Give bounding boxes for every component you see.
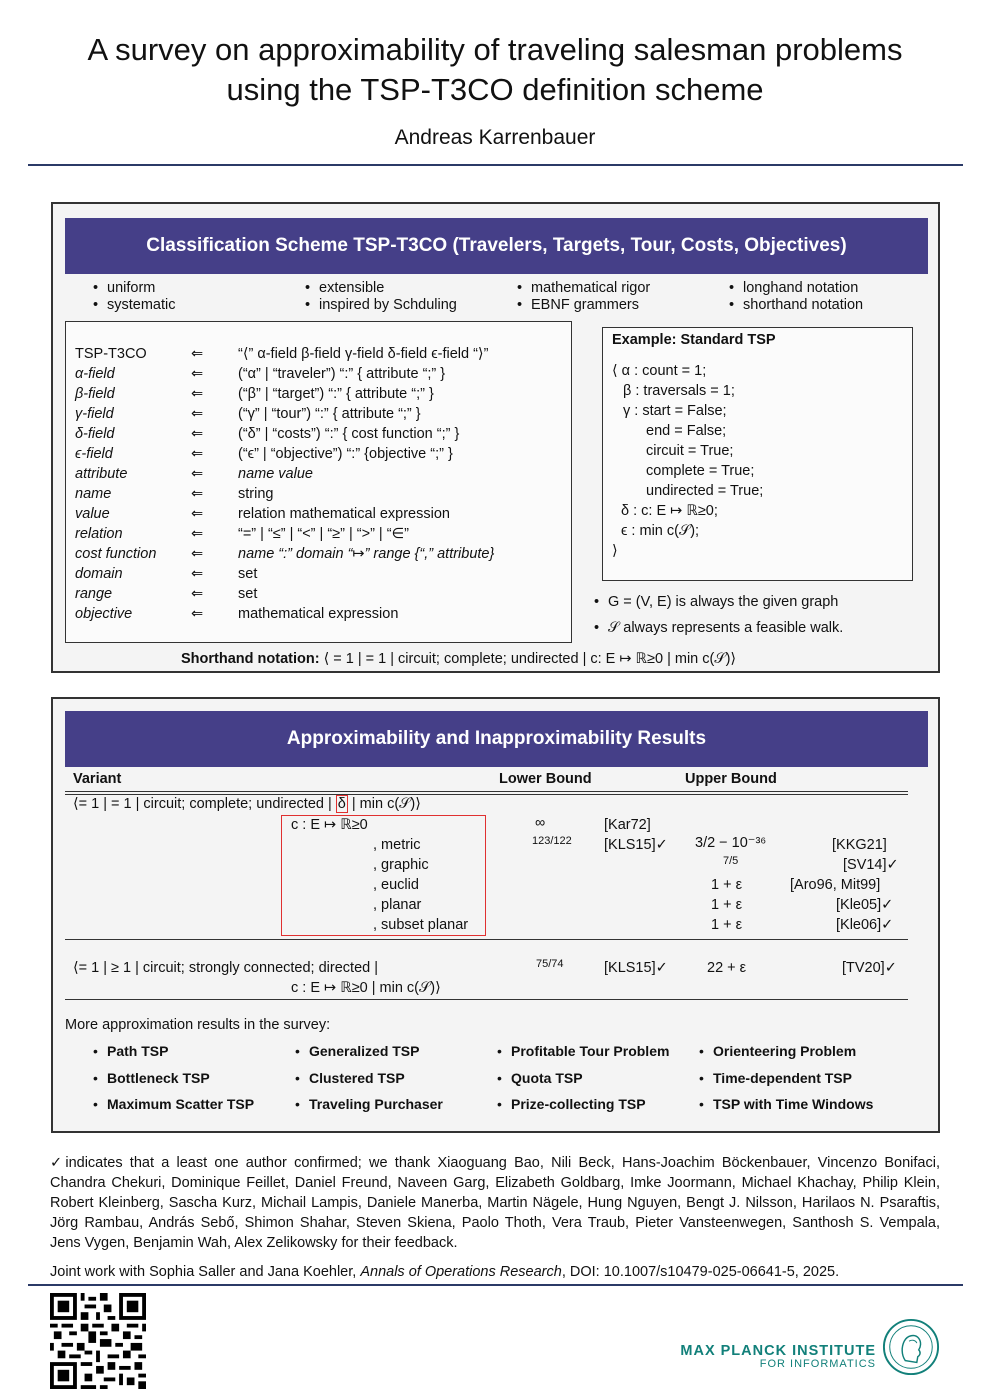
column-header-upper-bound: Upper Bound (685, 771, 777, 787)
feature-item: • extensible (305, 280, 457, 297)
grammar-lhs: name (75, 486, 112, 502)
grammar-rhs: relation mathematical expression (238, 506, 450, 522)
more-result-item: • Orienteering Problem (699, 1043, 856, 1059)
table-rule (65, 939, 908, 940)
variant-row-2-cost: c : E ↦ ℝ≥0 | min c(𝒮)⟩ (291, 980, 441, 996)
more-result-item: • Time-dependent TSP (699, 1070, 852, 1086)
grammar-lhs: domain (75, 566, 123, 582)
grammar-rhs: set (238, 566, 258, 582)
grammar-rhs: name value (238, 466, 313, 482)
derives-arrow: ⇐ (191, 386, 204, 402)
variant-row-1 (73, 796, 421, 812)
example-line: undirected = True; (646, 483, 764, 499)
upper-bound-value: 1 + ε (711, 877, 743, 893)
qr-code-icon[interactable] (50, 1293, 146, 1389)
grammar-lhs: value (75, 506, 110, 522)
grammar-rhs: (“γ” | “tour”) “:” { attribute “;” } (238, 406, 421, 422)
upper-bound-ref: [Kle05]✓ (836, 897, 894, 913)
example-line: ⟩ (612, 543, 618, 559)
derives-arrow: ⇐ (191, 526, 204, 542)
grammar-lhs: δ-field (75, 426, 115, 442)
example-line: end = False; (646, 423, 727, 439)
derives-arrow: ⇐ (191, 486, 204, 502)
footer-divider (28, 1284, 963, 1286)
more-result-item: • Profitable Tour Problem (497, 1043, 669, 1059)
grammar-lhs: TSP-T3CO (75, 346, 147, 362)
shorthand-value: ⟨ = 1 | = 1 | circuit; complete; undirected | c: E ↦ ℝ≥0 | min c(𝒮)⟩ (323, 651, 737, 667)
walk-note: • 𝒮 always represents a feasible walk. (594, 620, 843, 636)
variant-prefix: ⟨= 1 | = 1 | circuit; complete; undirected | (73, 796, 332, 812)
example-line: ⟨ α : count = 1; (612, 363, 707, 379)
example-line: γ : start = False; (623, 403, 727, 419)
grammar-rhs: “⟨” α-field β-field γ-field δ-field ϵ-field “⟩” (238, 346, 489, 362)
derives-arrow: ⇐ (191, 426, 204, 442)
lower-bound-ref: [KLS15]✓ (604, 960, 668, 976)
derives-arrow: ⇐ (191, 586, 204, 602)
more-results-label: More approximation results in the survey: (65, 1017, 331, 1033)
derives-arrow: ⇐ (191, 366, 204, 382)
grammar-lhs: cost function (75, 546, 157, 562)
more-result-item: • Prize-collecting TSP (497, 1096, 646, 1112)
feature-item: • mathematical rigor (517, 280, 650, 297)
upper-bound-value: 3/2 − 10⁻³⁶ (695, 835, 767, 851)
grammar-lhs: attribute (75, 466, 128, 482)
upper-bound-ref: [Aro96, Mit99] (790, 877, 881, 893)
grammar-lhs: objective (75, 606, 133, 622)
derives-arrow: ⇐ (191, 466, 204, 482)
derives-arrow: ⇐ (191, 406, 204, 422)
upper-bound-value: 1 + ε (711, 917, 743, 933)
example-heading: Example: Standard TSP (612, 332, 776, 348)
upper-bound-value: 22 + ε (707, 960, 747, 976)
variant-suffix: | min c(𝒮)⟩ (351, 796, 421, 812)
example-line: complete = True; (646, 463, 755, 479)
more-result-item: • Traveling Purchaser (295, 1096, 443, 1112)
title-line-1: A survey on approximability of traveling salesman problems (87, 32, 903, 67)
grammar-lhs: β-field (75, 386, 115, 402)
grammar-lhs: ϵ-field (75, 446, 113, 462)
lower-bound-value: 75/74 (536, 958, 564, 970)
upper-bound-ref: [TV20]✓ (842, 960, 897, 976)
upper-bound-ref: [KKG21] (832, 837, 887, 853)
grammar-rhs: (“α” | “traveler”) “:” { attribute “;” } (238, 366, 446, 382)
more-result-item: • Path TSP (93, 1043, 168, 1059)
example-line: β : traversals = 1; (623, 383, 735, 399)
derives-arrow: ⇐ (191, 346, 204, 362)
lower-bound-value: 123/122 (532, 835, 572, 847)
cost-variant-label: , euclid (373, 877, 419, 893)
derives-arrow: ⇐ (191, 446, 204, 462)
title-line-2: using the TSP-T3CO definition scheme (226, 72, 764, 107)
more-result-item: • Bottleneck TSP (93, 1070, 210, 1086)
max-planck-seal-icon (882, 1318, 940, 1376)
feature-item: • longhand notation (729, 280, 863, 297)
grammar-rhs: (“δ” | “costs”) “:” { cost function “;” } (238, 426, 460, 442)
graph-note: • G = (V, E) is always the given graph (594, 594, 838, 610)
grammar-lhs: range (75, 586, 113, 602)
feature-item: • EBNF grammers (517, 297, 650, 314)
upper-bound-value: 1 + ε (711, 897, 743, 913)
grammar-rhs: (“ϵ” | “objective”) “:” {objective “;” } (238, 446, 453, 462)
results-heading: Approximability and Inapproximability Results (65, 711, 928, 767)
example-line: δ : c: E ↦ ℝ≥0; (621, 503, 718, 519)
delta-field-highlight: δ (337, 796, 346, 812)
institute-line-2: FOR INFORMATICS (759, 1358, 876, 1370)
feature-item: • uniform (93, 280, 176, 297)
feature-item: • shorthand notation (729, 297, 863, 314)
feature-item: • systematic (93, 297, 176, 314)
grammar-rhs: string (238, 486, 274, 502)
feature-list-4 (729, 280, 863, 314)
more-result-item: • Maximum Scatter TSP (93, 1096, 254, 1112)
derives-arrow: ⇐ (191, 606, 204, 622)
example-standard-tsp-box (602, 327, 913, 581)
grammar-rhs: mathematical expression (238, 606, 399, 622)
feature-list-1 (93, 280, 176, 314)
derives-arrow: ⇐ (191, 566, 204, 582)
grammar-rhs: set (238, 586, 258, 602)
more-result-item: • Generalized TSP (295, 1043, 419, 1059)
variant-row-2: ⟨= 1 | ≥ 1 | circuit; strongly connected; directed | (73, 960, 378, 976)
cost-variant-label: , graphic (373, 857, 429, 873)
cost-variant-label: , subset planar (373, 917, 469, 933)
derives-arrow: ⇐ (191, 506, 204, 522)
ebnf-grammar-box (65, 321, 572, 643)
grammar-lhs: relation (75, 526, 123, 542)
cost-variant-label: , metric (373, 837, 421, 853)
doi-text: , DOI: 10.1007/s10479-025-06641-5, 2025. (561, 1264, 840, 1280)
feature-list-3 (517, 280, 650, 314)
joint-prefix: Joint work with Sophia Saller and Jana Koehler, (50, 1264, 357, 1280)
lower-bound-value: ∞ (535, 815, 546, 831)
grammar-rhs: “=” | “≤” | “<” | “≥” | “>” | “∈” (238, 526, 410, 542)
more-result-item: • Quota TSP (497, 1070, 583, 1086)
results-panel (51, 697, 940, 1133)
joint-work-citation (50, 1264, 839, 1280)
lower-bound-ref: [KLS15]✓ (604, 837, 668, 853)
header-divider (28, 164, 963, 166)
journal-name: Annals of Operations Research (360, 1264, 562, 1280)
institute-line-1: MAX PLANCK INSTITUTE (680, 1343, 876, 1359)
example-line: circuit = True; (646, 443, 734, 459)
upper-bound-ref: [SV14]✓ (843, 857, 899, 873)
cost-variant-label: , planar (373, 897, 422, 913)
grammar-lhs: α-field (75, 366, 115, 382)
grammar-lhs: γ-field (75, 406, 114, 422)
lower-bound-ref: [Kar72] (604, 817, 651, 833)
cost-function: c : E ↦ ℝ≥0 (291, 817, 368, 833)
table-rule (65, 999, 908, 1000)
grammar-rhs: name “:” domain “↦” range {“,” attribute} (238, 546, 495, 562)
table-rule (65, 794, 908, 795)
more-result-item: • Clustered TSP (295, 1070, 405, 1086)
upper-bound-value: 7/5 (723, 855, 739, 867)
poster-title (0, 30, 990, 110)
column-header-lower-bound: Lower Bound (499, 771, 592, 787)
author-name: Andreas Karrenbauer (394, 126, 596, 149)
feature-item: • inspired by Schduling (305, 297, 457, 314)
shorthand-label: Shorthand notation: (181, 651, 320, 667)
feature-list-2 (305, 280, 457, 314)
classification-scheme-heading: Classification Scheme TSP-T3CO (Travelers, Targets, Tour, Costs, Objectives) (65, 218, 928, 274)
more-result-item: • TSP with Time Windows (699, 1096, 873, 1112)
table-rule (65, 791, 908, 792)
classification-scheme-panel (51, 202, 940, 673)
example-line: ϵ : min c(𝒮); (621, 523, 700, 539)
column-header-variant: Variant (73, 771, 122, 787)
grammar-rhs: (“β” | “target”) “:” { attribute “;” } (238, 386, 434, 402)
acknowledgement-text: ✓indicates that a least one author confirmed; we thank Xiaoguang Bao, Nili Beck, Hans-Joachim Böckenbauer, Vincenzo Bonifaci, Chandra Chekuri, Dominique Feillet, Daniel Freund, Naveen Garg, Elizabeth Goldbarg, Imke Joormann, Michael Khachay, Philip Klein, Robert Kleinberg, Sascha Kurz, Michail Lampis, Daniele Manerba, Martin Nägele, Hung Nguyen, Bengt J. Nilsson, Harilaos N. Psaraftis, Jörg Rambau, András Sebő, Shimon Shahar, Steven Skiena, Paolo Thoth, Vera Traub, Pieter Vansteenwegen, Santhosh S. Vempala, Jens Vygen, Benjamin Wah, Alex Zelikowsky for their feedback. (50, 1155, 940, 1251)
institute-name (680, 1343, 876, 1370)
upper-bound-ref: [Kle06]✓ (836, 917, 894, 933)
shorthand-notation (181, 651, 736, 667)
derives-arrow: ⇐ (191, 546, 204, 562)
